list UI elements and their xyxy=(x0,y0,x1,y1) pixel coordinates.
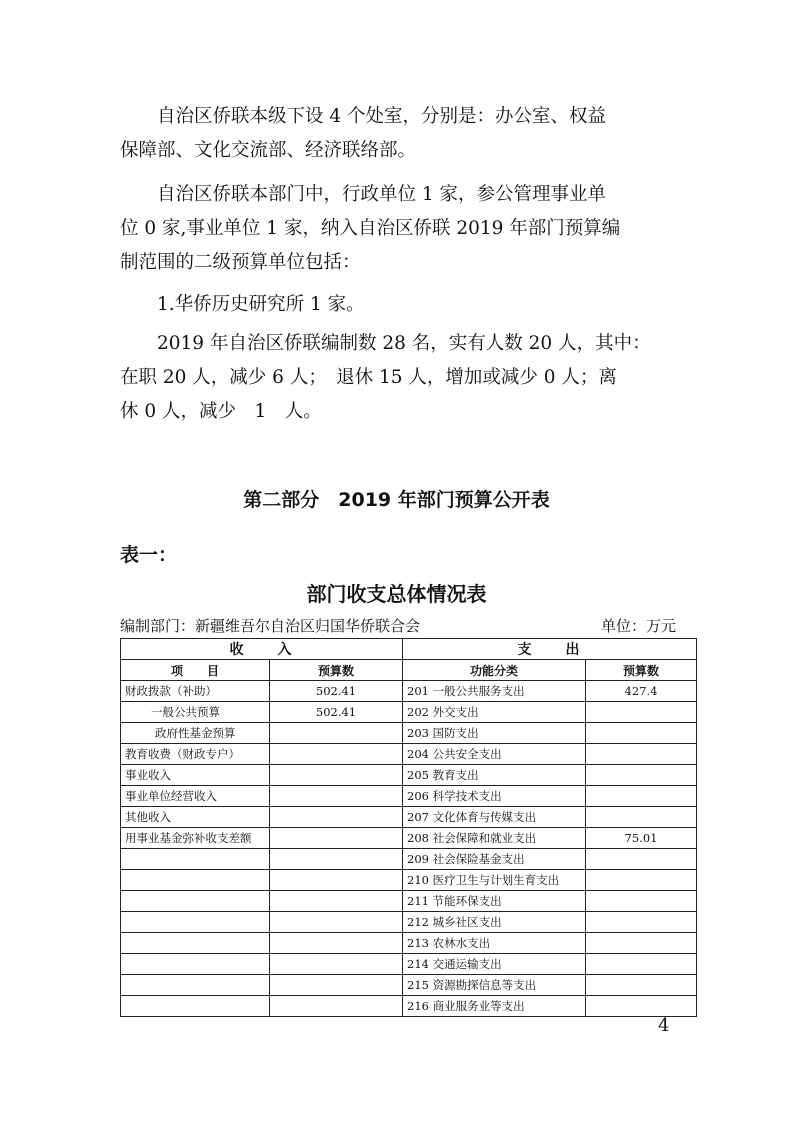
column-header: 项 目 xyxy=(121,660,270,681)
income-item-cell xyxy=(121,954,270,975)
section-title: 第二部分 2019 年部门预算公开表 xyxy=(243,489,550,511)
expense-function-cell: 213 农林水支出 xyxy=(403,933,586,954)
income-amount-cell xyxy=(270,828,403,849)
column-header: 预算数 xyxy=(586,660,697,681)
income-item-cell: 事业收入 xyxy=(121,765,270,786)
income-item-cell: 用事业基金弥补收支差额 xyxy=(121,828,270,849)
income-item-cell xyxy=(121,996,270,1017)
income-amount-cell xyxy=(270,849,403,870)
income-item-cell xyxy=(121,849,270,870)
expense-function-cell: 207 文化体育与传媒支出 xyxy=(403,807,586,828)
column-header: 预算数 xyxy=(270,660,403,681)
table-row xyxy=(121,828,697,849)
income-item-cell: 其他收入 xyxy=(121,807,270,828)
table-title: 部门收支总体情况表 xyxy=(306,582,487,606)
income-amount-cell xyxy=(270,744,403,765)
income-item-cell: 财政拨款（补助） xyxy=(121,681,270,702)
table-row xyxy=(121,996,697,1017)
income-item-cell xyxy=(121,975,270,996)
table-group-header xyxy=(121,639,697,660)
table-row xyxy=(121,807,697,828)
expense-function-cell: 203 国防支出 xyxy=(403,723,586,744)
income-amount-cell xyxy=(270,723,403,744)
table-row xyxy=(121,744,697,765)
expense-function-cell: 209 社会保险基金支出 xyxy=(403,849,586,870)
table-row xyxy=(121,891,697,912)
income-amount-cell xyxy=(270,975,403,996)
table-body xyxy=(121,681,697,1017)
income-amount-cell: 502.41 xyxy=(270,681,403,702)
income-amount-cell xyxy=(270,954,403,975)
income-item-cell xyxy=(121,870,270,891)
expense-function-cell: 205 教育支出 xyxy=(403,765,586,786)
text-line: 2019 年自治区侨联编制数 28 名，实有人数 20 人，其中： xyxy=(120,333,651,354)
expense-amount-cell xyxy=(586,891,697,912)
expense-function-cell: 211 节能环保支出 xyxy=(403,891,586,912)
expense-function-cell: 212 城乡社区支出 xyxy=(403,912,586,933)
expense-amount-cell xyxy=(586,996,697,1017)
paragraph-sub-unit xyxy=(120,288,680,322)
expense-amount-cell xyxy=(586,849,697,870)
expense-amount-cell: 427.4 xyxy=(586,681,697,702)
income-amount-cell: 502.41 xyxy=(270,702,403,723)
text-line: 在职 20 人，减少 6 人； 退休 15 人，增加或减少 0 人；离 xyxy=(120,367,617,388)
table-row xyxy=(121,954,697,975)
table-row xyxy=(121,912,697,933)
income-item-cell: 政府性基金预算 xyxy=(121,723,270,744)
expense-function-cell: 214 交通运输支出 xyxy=(403,954,586,975)
income-item-cell xyxy=(121,891,270,912)
table-meta xyxy=(120,615,676,637)
expense-amount-cell xyxy=(586,723,697,744)
table-row xyxy=(121,933,697,954)
income-amount-cell xyxy=(270,870,403,891)
paragraph-departments xyxy=(120,100,680,168)
expense-function-cell: 206 科学技术支出 xyxy=(403,786,586,807)
expense-amount-cell xyxy=(586,786,697,807)
expense-amount-cell xyxy=(586,807,697,828)
income-item-cell: 事业单位经营收入 xyxy=(121,786,270,807)
text-line: 休 0 人，减少 1 人。 xyxy=(120,401,322,422)
expense-function-cell: 210 医疗卫生与计划生育支出 xyxy=(403,870,586,891)
income-item-cell: 教育收费（财政专户） xyxy=(121,744,270,765)
expense-function-cell: 215 资源勘探信息等支出 xyxy=(403,975,586,996)
expense-function-cell: 216 商业服务业等支出 xyxy=(403,996,586,1017)
expense-amount-cell xyxy=(586,933,697,954)
text-line: 自治区侨联本部门中，行政单位 1 家，参公管理事业单 xyxy=(120,184,607,205)
expense-amount-cell xyxy=(586,744,697,765)
expense-amount-cell xyxy=(586,702,697,723)
table-row xyxy=(121,870,697,891)
income-amount-cell xyxy=(270,912,403,933)
income-amount-cell xyxy=(270,933,403,954)
compiler-label: 编制部门：新疆维吾尔自治区归国华侨联合会 xyxy=(120,617,421,635)
text-line: 保障部、文化交流部、经济联络部。 xyxy=(120,140,417,161)
expense-amount-cell xyxy=(586,975,697,996)
income-header: 收 入 xyxy=(121,639,403,660)
table-row xyxy=(121,723,697,744)
table-row xyxy=(121,702,697,723)
text-line: 1.华侨历史研究所 1 家。 xyxy=(120,294,365,315)
unit-label: 单位：万元 xyxy=(600,617,676,635)
table-row xyxy=(121,849,697,870)
paragraph-staffing xyxy=(120,327,680,429)
income-item-cell: 一般公共预算 xyxy=(121,702,270,723)
text-line: 制范围的二级预算单位包括： xyxy=(120,252,361,273)
expense-amount-cell xyxy=(586,870,697,891)
income-amount-cell xyxy=(270,996,403,1017)
expense-amount-cell xyxy=(586,954,697,975)
page-number: 4 xyxy=(658,1015,670,1036)
income-amount-cell xyxy=(270,765,403,786)
table-row xyxy=(121,765,697,786)
text-line: 自治区侨联本级下设 4 个处室，分别是：办公室、权益 xyxy=(120,106,607,127)
text-line: 位 0 家,事业单位 1 家，纳入自治区侨联 2019 年部门预算编 xyxy=(120,218,621,239)
expense-function-cell: 202 外交支出 xyxy=(403,702,586,723)
paragraph-units xyxy=(120,178,680,280)
table-column-header xyxy=(121,660,697,681)
expense-function-cell: 204 公共安全支出 xyxy=(403,744,586,765)
income-amount-cell xyxy=(270,807,403,828)
income-amount-cell xyxy=(270,891,403,912)
expense-amount-cell xyxy=(586,912,697,933)
table-label: 表一： xyxy=(120,544,178,566)
budget-table xyxy=(120,638,697,1017)
table-row xyxy=(121,786,697,807)
expense-function-cell: 201 一般公共服务支出 xyxy=(403,681,586,702)
table-row xyxy=(121,975,697,996)
income-item-cell xyxy=(121,933,270,954)
income-amount-cell xyxy=(270,786,403,807)
expense-header: 支 出 xyxy=(403,639,697,660)
table-row xyxy=(121,681,697,702)
expense-function-cell: 208 社会保障和就业支出 xyxy=(403,828,586,849)
expense-amount-cell: 75.01 xyxy=(586,828,697,849)
income-item-cell xyxy=(121,912,270,933)
column-header: 功能分类 xyxy=(403,660,586,681)
expense-amount-cell xyxy=(586,765,697,786)
